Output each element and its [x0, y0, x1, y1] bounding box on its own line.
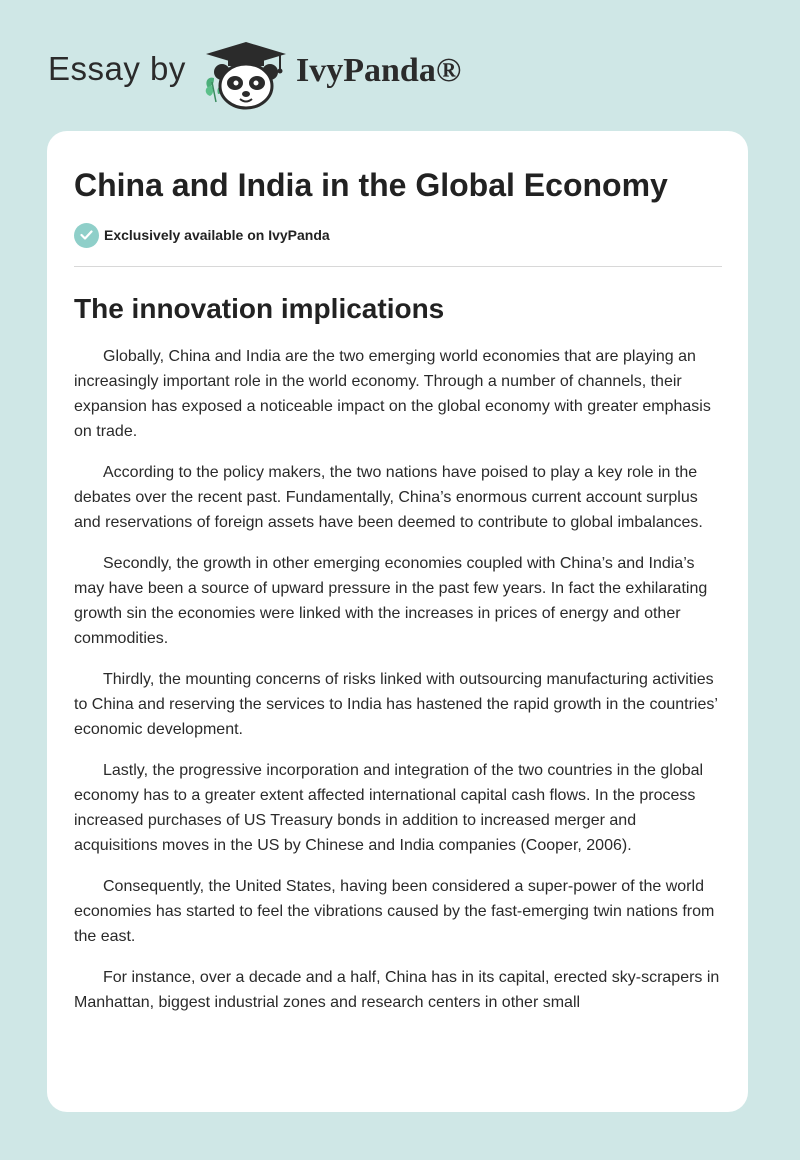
- check-circle-icon: [74, 223, 99, 248]
- site-header: [0, 0, 800, 120]
- paragraph: Globally, China and India are the two emerging world economies that are playing an increasingly important role in the world economy. Through a number of channels, their expansion has exposed a noticeable impact on the global economy with greater emphasis on trade.: [74, 348, 711, 440]
- exclusive-badge: [74, 222, 722, 267]
- essay-title: China and India in the Global Economy: [74, 167, 668, 203]
- paragraph: Thirdly, the mounting concerns of risks linked with outsourcing manufacturing activities to China and reserving the services to India has hastened the rapid growth in the countries’ economic development.: [74, 671, 718, 738]
- paragraph: Secondly, the growth in other emerging economies coupled with China’s and India’s may have been a source of upward pressure in the past few years. In fact the exhilarating growth sin the economies were linked with the increases in prices of energy and other commodities.: [74, 555, 708, 647]
- essay-body: [74, 344, 722, 1015]
- paragraph: According to the policy makers, the two nations have poised to play a key role in the debates over the recent past. Fundamentally, China’s enormous current account surplus and reservations of foreign assets have been deemed to contribute to global imbalances.: [74, 464, 703, 531]
- paragraph: Consequently, the United States, having been considered a super-power of the world economies has started to feel the vibrations caused by the fast-emerging twin nations from the east.: [74, 878, 715, 945]
- brand-name[interactable]: IvyPanda®: [296, 52, 462, 89]
- paragraph: Lastly, the progressive incorporation and integration of the two countries in the global economy has to a greater extent affected international capital cash flows. In the process increased purchases of US Treasury bonds in addition to increased merger and acquisitions moves in the US by Chinese and India companies (Cooper, 2006).: [74, 762, 704, 854]
- paragraph: For instance, over a decade and a half, China has in its capital, erected sky-scrapers in Manhattan, biggest industrial zones and research centers in other small: [74, 969, 720, 1011]
- section-heading: The innovation implications: [74, 293, 445, 324]
- brand-prefix: Essay by: [48, 50, 186, 87]
- essay-card: [47, 131, 748, 1112]
- panda-graduate-icon[interactable]: [200, 36, 292, 110]
- exclusive-badge-label: Exclusively available on IvyPanda: [104, 227, 330, 243]
